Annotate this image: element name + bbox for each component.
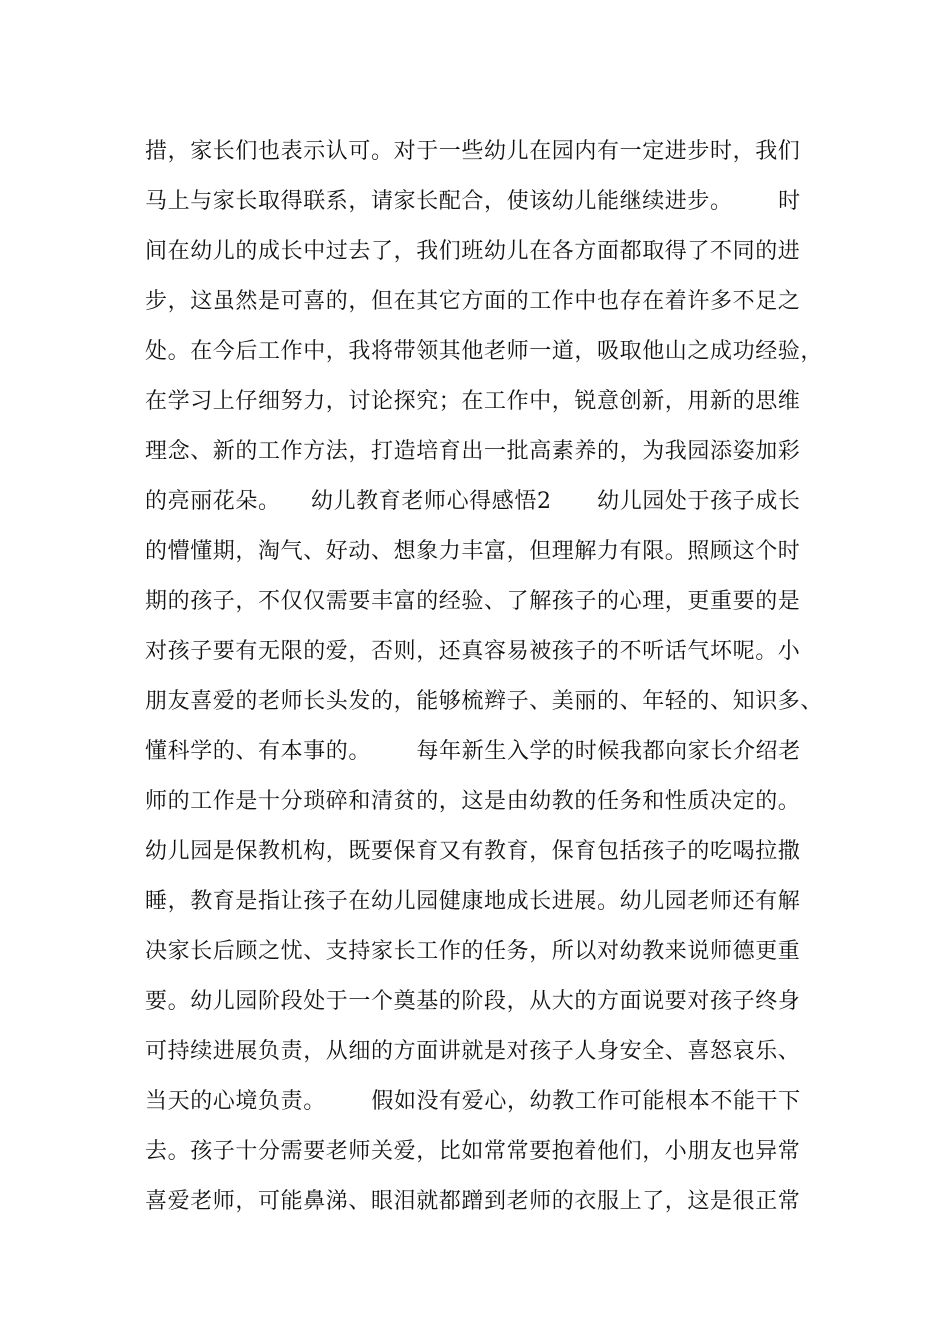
text-line: 处。在今后工作中，我将带领其他老师一道，吸取他山之成功经验， (145, 339, 824, 364)
text-line: 对孩子要有无限的爱，否则，还真容易被孩子的不听话气坏呢。小 (145, 639, 801, 664)
text-line: 可持续进展负责，从细的方面讲就是对孩子人身安全、喜怒哀乐、 (145, 1039, 801, 1064)
text-line: 去。孩子十分需要老师关爱，比如常常要抱着他们，小朋友也异常 (145, 1139, 801, 1164)
text-line: 懂科学的、有本事的。 每年新生入学的时候我都向家长介绍老 (145, 739, 801, 764)
text-line: 在学习上仔细努力，讨论探究；在工作中，锐意创新，用新的思维 (145, 389, 801, 414)
text-line: 要。幼儿园阶段处于一个奠基的阶段，从大的方面说要对孩子终身 (145, 989, 801, 1014)
text-line: 的懵懂期，淘气、好动、想象力丰富，但理解力有限。照顾这个时 (145, 539, 801, 564)
text-line: 马上与家长取得联系，请家长配合，使该幼儿能继续进步。 时 (145, 189, 801, 214)
text-line: 师的工作是十分琐碎和清贫的，这是由幼教的任务和性质决定的。 (145, 789, 801, 814)
text-line: 朋友喜爱的老师长头发的，能够梳辫子、美丽的、年轻的、知识多、 (145, 689, 824, 714)
text-line: 喜爱老师，可能鼻涕、眼泪就都蹭到老师的衣服上了，这是很正常 (145, 1189, 801, 1214)
text-line: 的亮丽花朵。 幼儿教育老师心得感悟2 幼儿园处于孩子成长 (145, 489, 801, 514)
text-line: 幼儿园是保教机构，既要保育又有教育，保育包括孩子的吃喝拉撒 (145, 839, 801, 864)
text-line: 措，家长们也表示认可。对于一些幼儿在园内有一定进步时，我们 (145, 139, 801, 164)
text-line: 间在幼儿的成长中过去了，我们班幼儿在各方面都取得了不同的进 (145, 239, 801, 264)
text-line: 步，这虽然是可喜的，但在其它方面的工作中也存在着许多不足之 (145, 289, 801, 314)
body-text (145, 127, 845, 1227)
text-line: 当天的心境负责。 假如没有爱心，幼教工作可能根本不能干下 (145, 1089, 801, 1114)
text-line: 决家长后顾之忧、支持家长工作的任务，所以对幼教来说师德更重 (145, 939, 801, 964)
text-line: 睡，教育是指让孩子在幼儿园健康地成长进展。幼儿园老师还有解 (145, 889, 801, 914)
text-line: 期的孩子，不仅仅需要丰富的经验、了解孩子的心理，更重要的是 (145, 589, 801, 614)
text-line: 理念、新的工作方法，打造培育出一批高素养的，为我园添姿加彩 (145, 439, 801, 464)
